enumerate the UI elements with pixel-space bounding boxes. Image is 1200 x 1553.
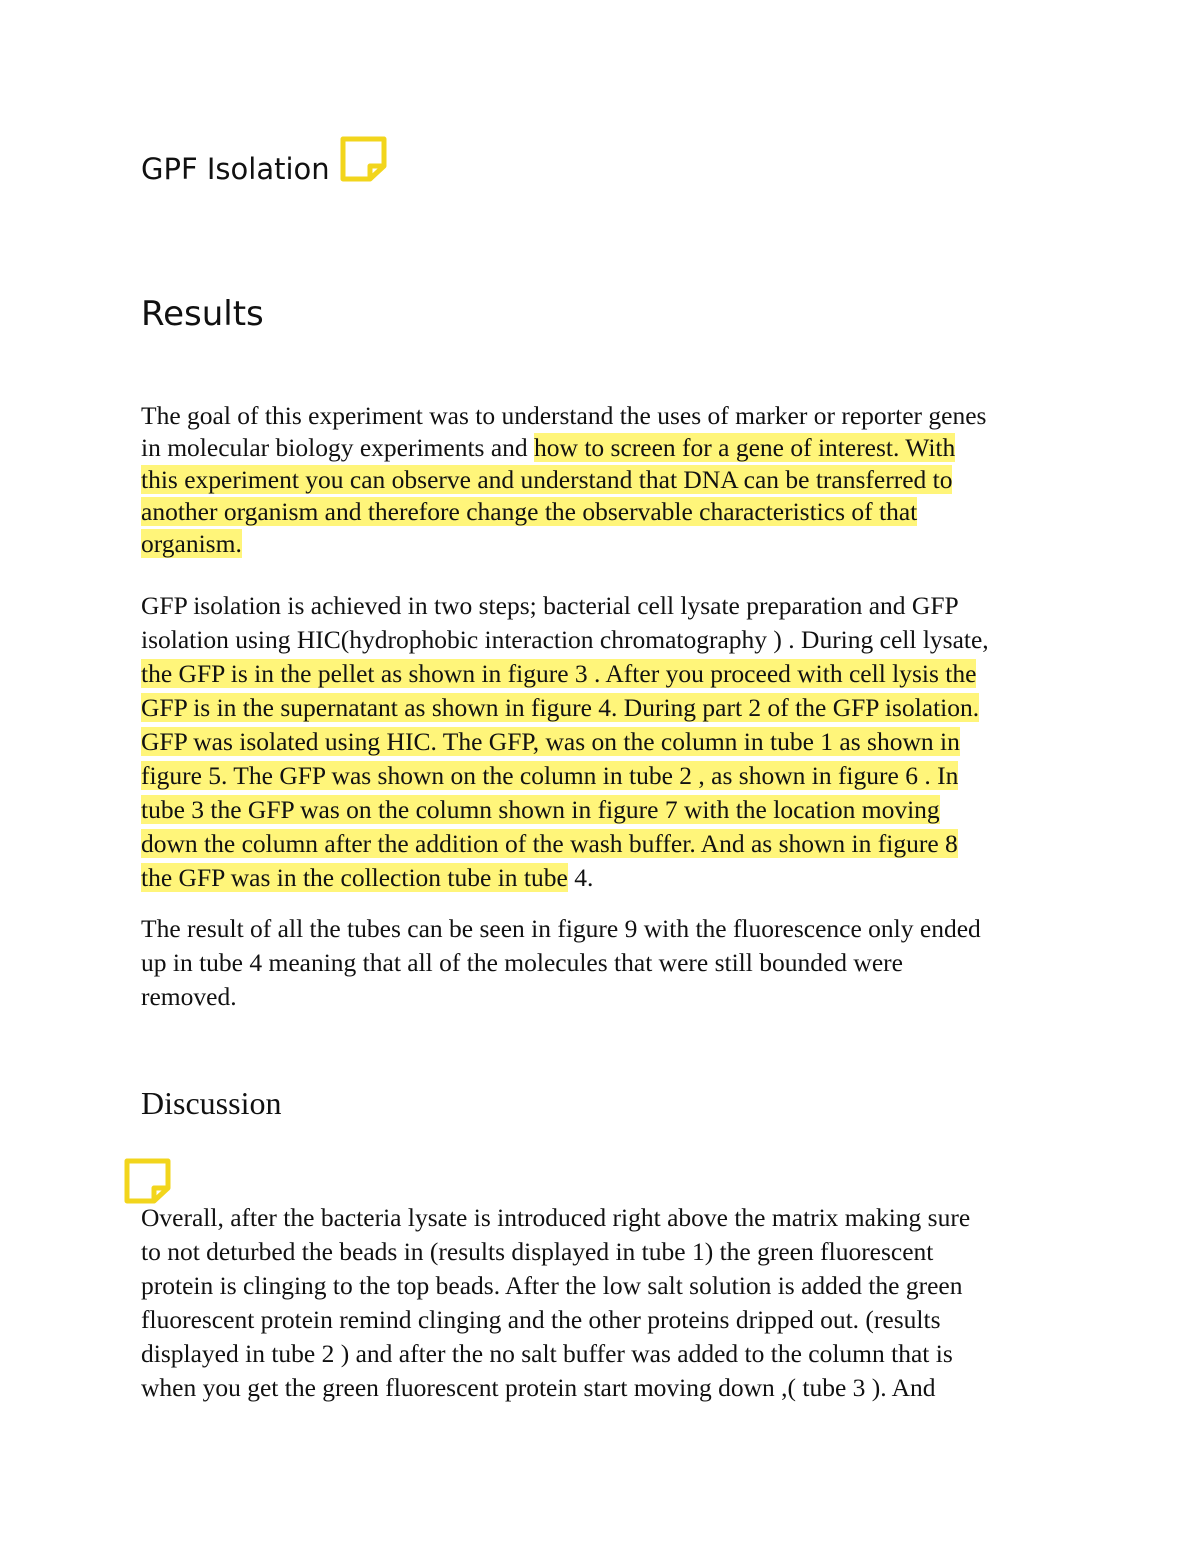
highlighted-text: the GFP was in the collection tube in tube [141, 863, 568, 892]
highlighted-text: this experiment you can observe and understand that DNA can be transferred to [141, 465, 953, 494]
text-line: when you get the green fluorescent protein start moving down ,( tube 3 ). And [141, 1373, 936, 1402]
highlighted-text: GFP is in the supernatant as shown in figure 4. During part 2 of the GFP isolation. [141, 693, 980, 722]
text-line: in molecular biology experiments and how to screen for a gene of interest. With [141, 433, 956, 462]
text-line [141, 793, 989, 827]
highlighted-text: organism. [141, 529, 242, 558]
comment-note-icon-graphic [340, 136, 388, 182]
discussion-heading: Discussion [141, 1085, 282, 1121]
goal-paragraph [141, 400, 986, 560]
comment-note-icon-graphic [124, 1158, 172, 1204]
text-line: Overall, after the bacteria lysate is introduced right above the matrix making sure [141, 1203, 971, 1232]
text-line [141, 528, 986, 560]
highlighted-text: another organism and therefore change the observable characteristics of that [141, 497, 918, 526]
text-line [141, 691, 989, 725]
text-line: the GFP was in the collection tube in tube 4. [141, 863, 594, 892]
text-line [141, 725, 989, 759]
result-summary-paragraph [141, 912, 981, 1014]
document-title: GPF Isolation [141, 152, 330, 186]
text-line [141, 657, 989, 691]
highlighted-text: down the column after the addition of the wash buffer. And as shown in figure 8 [141, 829, 958, 858]
highlighted-text: the GFP is in the pellet as shown in figure 3 . After you proceed with cell lysis the [141, 659, 977, 688]
text-line [141, 496, 986, 528]
text-line: up in tube 4 meaning that all of the molecules that were still bounded were [141, 948, 903, 977]
isolation-paragraph [141, 589, 989, 895]
text-line [141, 464, 986, 496]
highlighted-text: how to screen for a gene of interest. With [534, 433, 956, 462]
discussion-paragraph [141, 1201, 970, 1405]
text-line: removed. [141, 982, 237, 1011]
text-line: to not deturbed the beads in (results displayed in tube 1) the green fluorescent [141, 1237, 934, 1266]
text-line: The goal of this experiment was to understand the uses of marker or reporter genes [141, 401, 987, 430]
text-line: GFP isolation is achieved in two steps; bacterial cell lysate preparation and GFP [141, 591, 959, 620]
text-line: displayed in tube 2 ) and after the no salt buffer was added to the column that is [141, 1339, 953, 1368]
results-heading: Results [141, 294, 264, 334]
comment-note-icon[interactable] [124, 1158, 162, 1196]
text-line [141, 759, 989, 793]
highlighted-text: GFP was isolated using HIC. The GFP, was on the column in tube 1 as shown in [141, 727, 960, 756]
highlighted-text: figure 5. The GFP was shown on the column in tube 2 , as shown in figure 6 . In [141, 761, 959, 790]
text-line [141, 827, 989, 861]
text-line: fluorescent protein remind clinging and the other proteins dripped out. (results [141, 1305, 941, 1334]
text-line: The result of all the tubes can be seen in figure 9 with the fluorescence only ended [141, 914, 981, 943]
highlighted-text: tube 3 the GFP was on the column shown in figure 7 with the location moving [141, 795, 940, 824]
text-line: protein is clinging to the top beads. After the low salt solution is added the green [141, 1271, 963, 1300]
text-line: isolation using HIC(hydrophobic interaction chromatography ) . During cell lysate, [141, 625, 989, 654]
comment-note-icon[interactable] [340, 136, 378, 174]
